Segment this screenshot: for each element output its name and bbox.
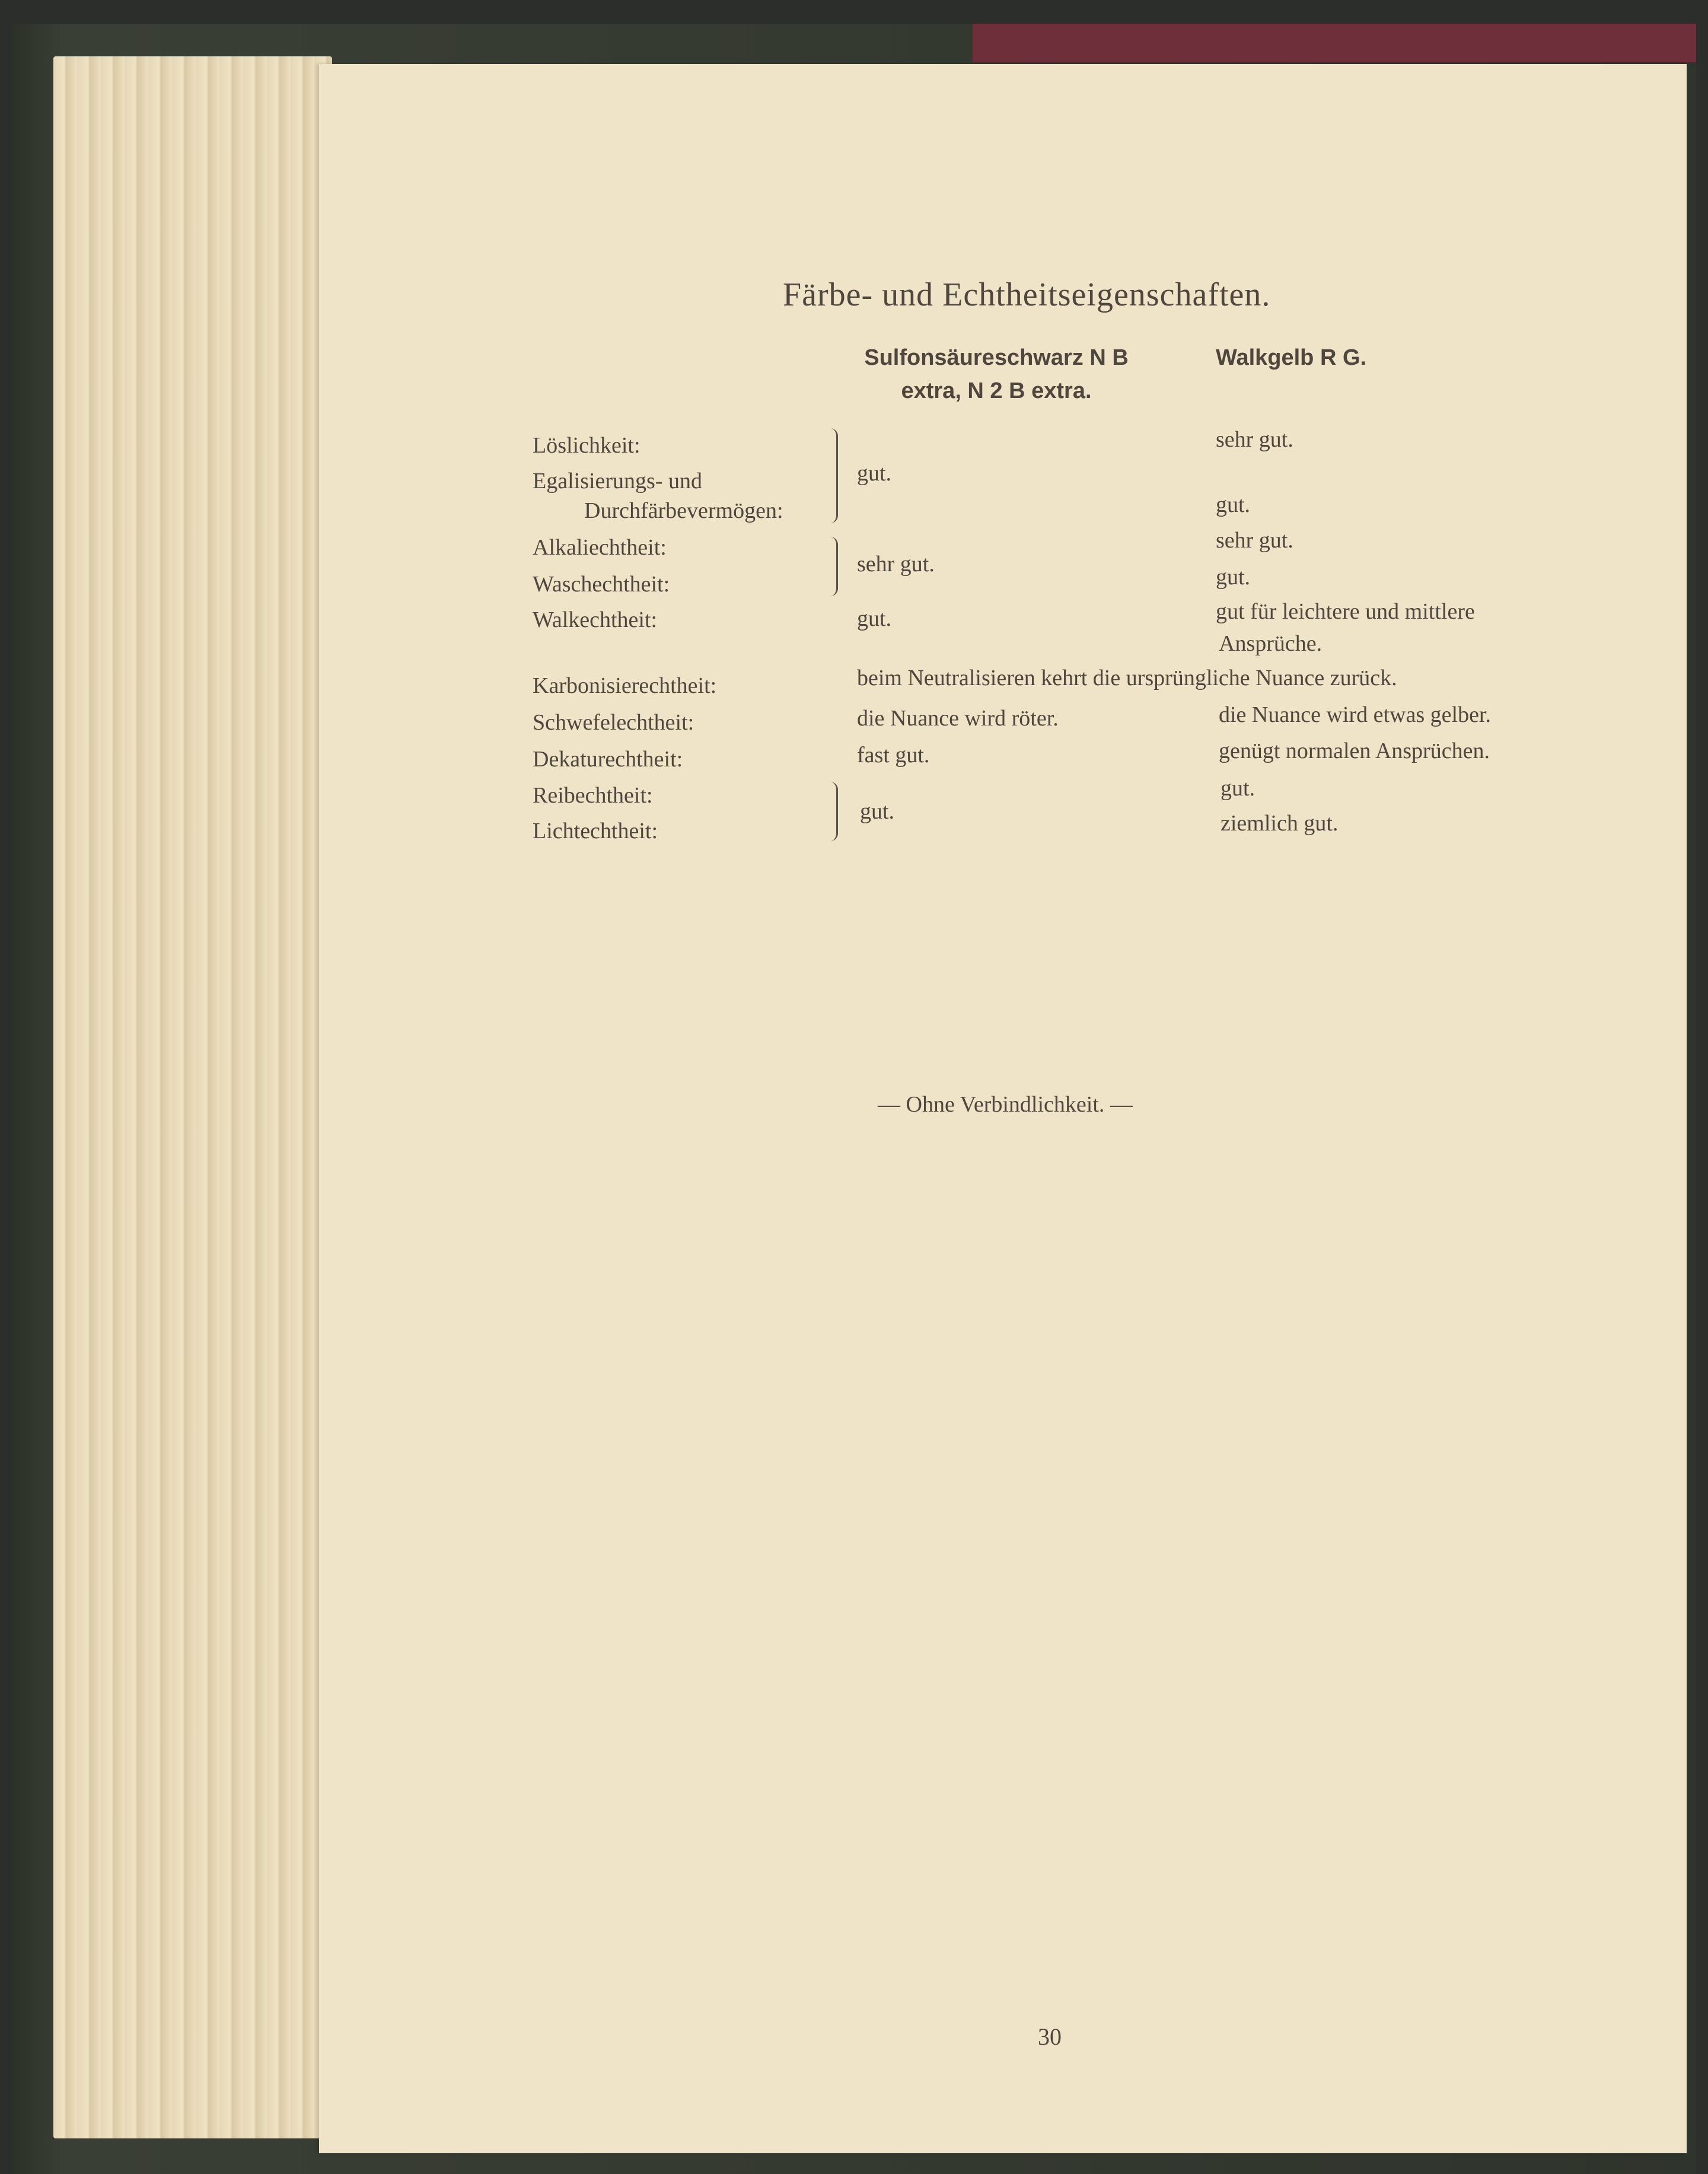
value-loeslichkeit-product2: sehr gut.	[1216, 427, 1293, 452]
value-walk-product2-line1: gut für leichtere und mittlere	[1216, 599, 1475, 624]
page-number: 30	[1038, 2023, 1062, 2050]
label-dekatur: Dekaturechtheit:	[533, 747, 683, 772]
label-karbon: Karbonisierechtheit:	[533, 673, 717, 698]
value-group3-product1: gut.	[860, 799, 895, 824]
column-header-product2: Walkgelb R G.	[1216, 345, 1367, 370]
label-loeslichkeit: Löslichkeit:	[533, 433, 640, 458]
column-header-product1	[842, 341, 1151, 408]
value-walk-product2-line2: Ansprüche.	[1219, 631, 1323, 656]
value-group2-product1: sehr gut.	[857, 552, 935, 577]
brace-group2	[830, 537, 838, 596]
footer-note: — Ohne Verbindlichkeit. —	[878, 1092, 1133, 1117]
value-group1-product1: gut.	[857, 461, 892, 486]
value-dekatur-product1: fast gut.	[857, 743, 930, 768]
value-walk-product1: gut.	[857, 606, 892, 631]
label-licht: Lichtechtheit:	[533, 819, 658, 844]
label-schwefel: Schwefelechtheit:	[533, 710, 694, 735]
column-header-product1-line2: extra, N 2 B extra.	[901, 378, 1092, 403]
value-egalisierung-product2: gut.	[1216, 492, 1251, 517]
column-header-product1-line1: Sulfonsäureschwarz N B	[864, 345, 1129, 370]
value-schwefel-product1: die Nuance wird röter.	[857, 706, 1059, 731]
value-karbon-both: beim Neutralisieren kehrt die ursprüngliche Nuance zurück.	[857, 666, 1397, 690]
page-edges	[53, 56, 332, 2138]
label-reib: Reibechtheit:	[533, 783, 653, 808]
value-wasch-product2: gut.	[1216, 565, 1251, 590]
label-walk: Walkechtheit:	[533, 607, 658, 632]
label-egalisierung-line2: Durchfärbevermögen:	[584, 498, 783, 523]
label-egalisierung-line1: Egalisierungs- und	[533, 469, 703, 494]
value-dekatur-product2: genügt normalen Ansprüchen.	[1219, 739, 1490, 763]
brace-group1	[830, 428, 838, 523]
value-reib-product2: gut.	[1221, 776, 1255, 801]
brace-group3	[830, 782, 838, 841]
label-wasch: Waschechtheit:	[533, 572, 670, 597]
value-schwefel-product2: die Nuance wird etwas gelber.	[1219, 702, 1491, 727]
page-title: Färbe- und Echtheitseigenschaften.	[783, 276, 1271, 313]
cover-red-binding	[973, 24, 1696, 62]
value-licht-product2: ziemlich gut.	[1221, 811, 1339, 836]
label-alkali: Alkaliechtheit:	[533, 535, 667, 560]
value-alkali-product2: sehr gut.	[1216, 528, 1293, 553]
